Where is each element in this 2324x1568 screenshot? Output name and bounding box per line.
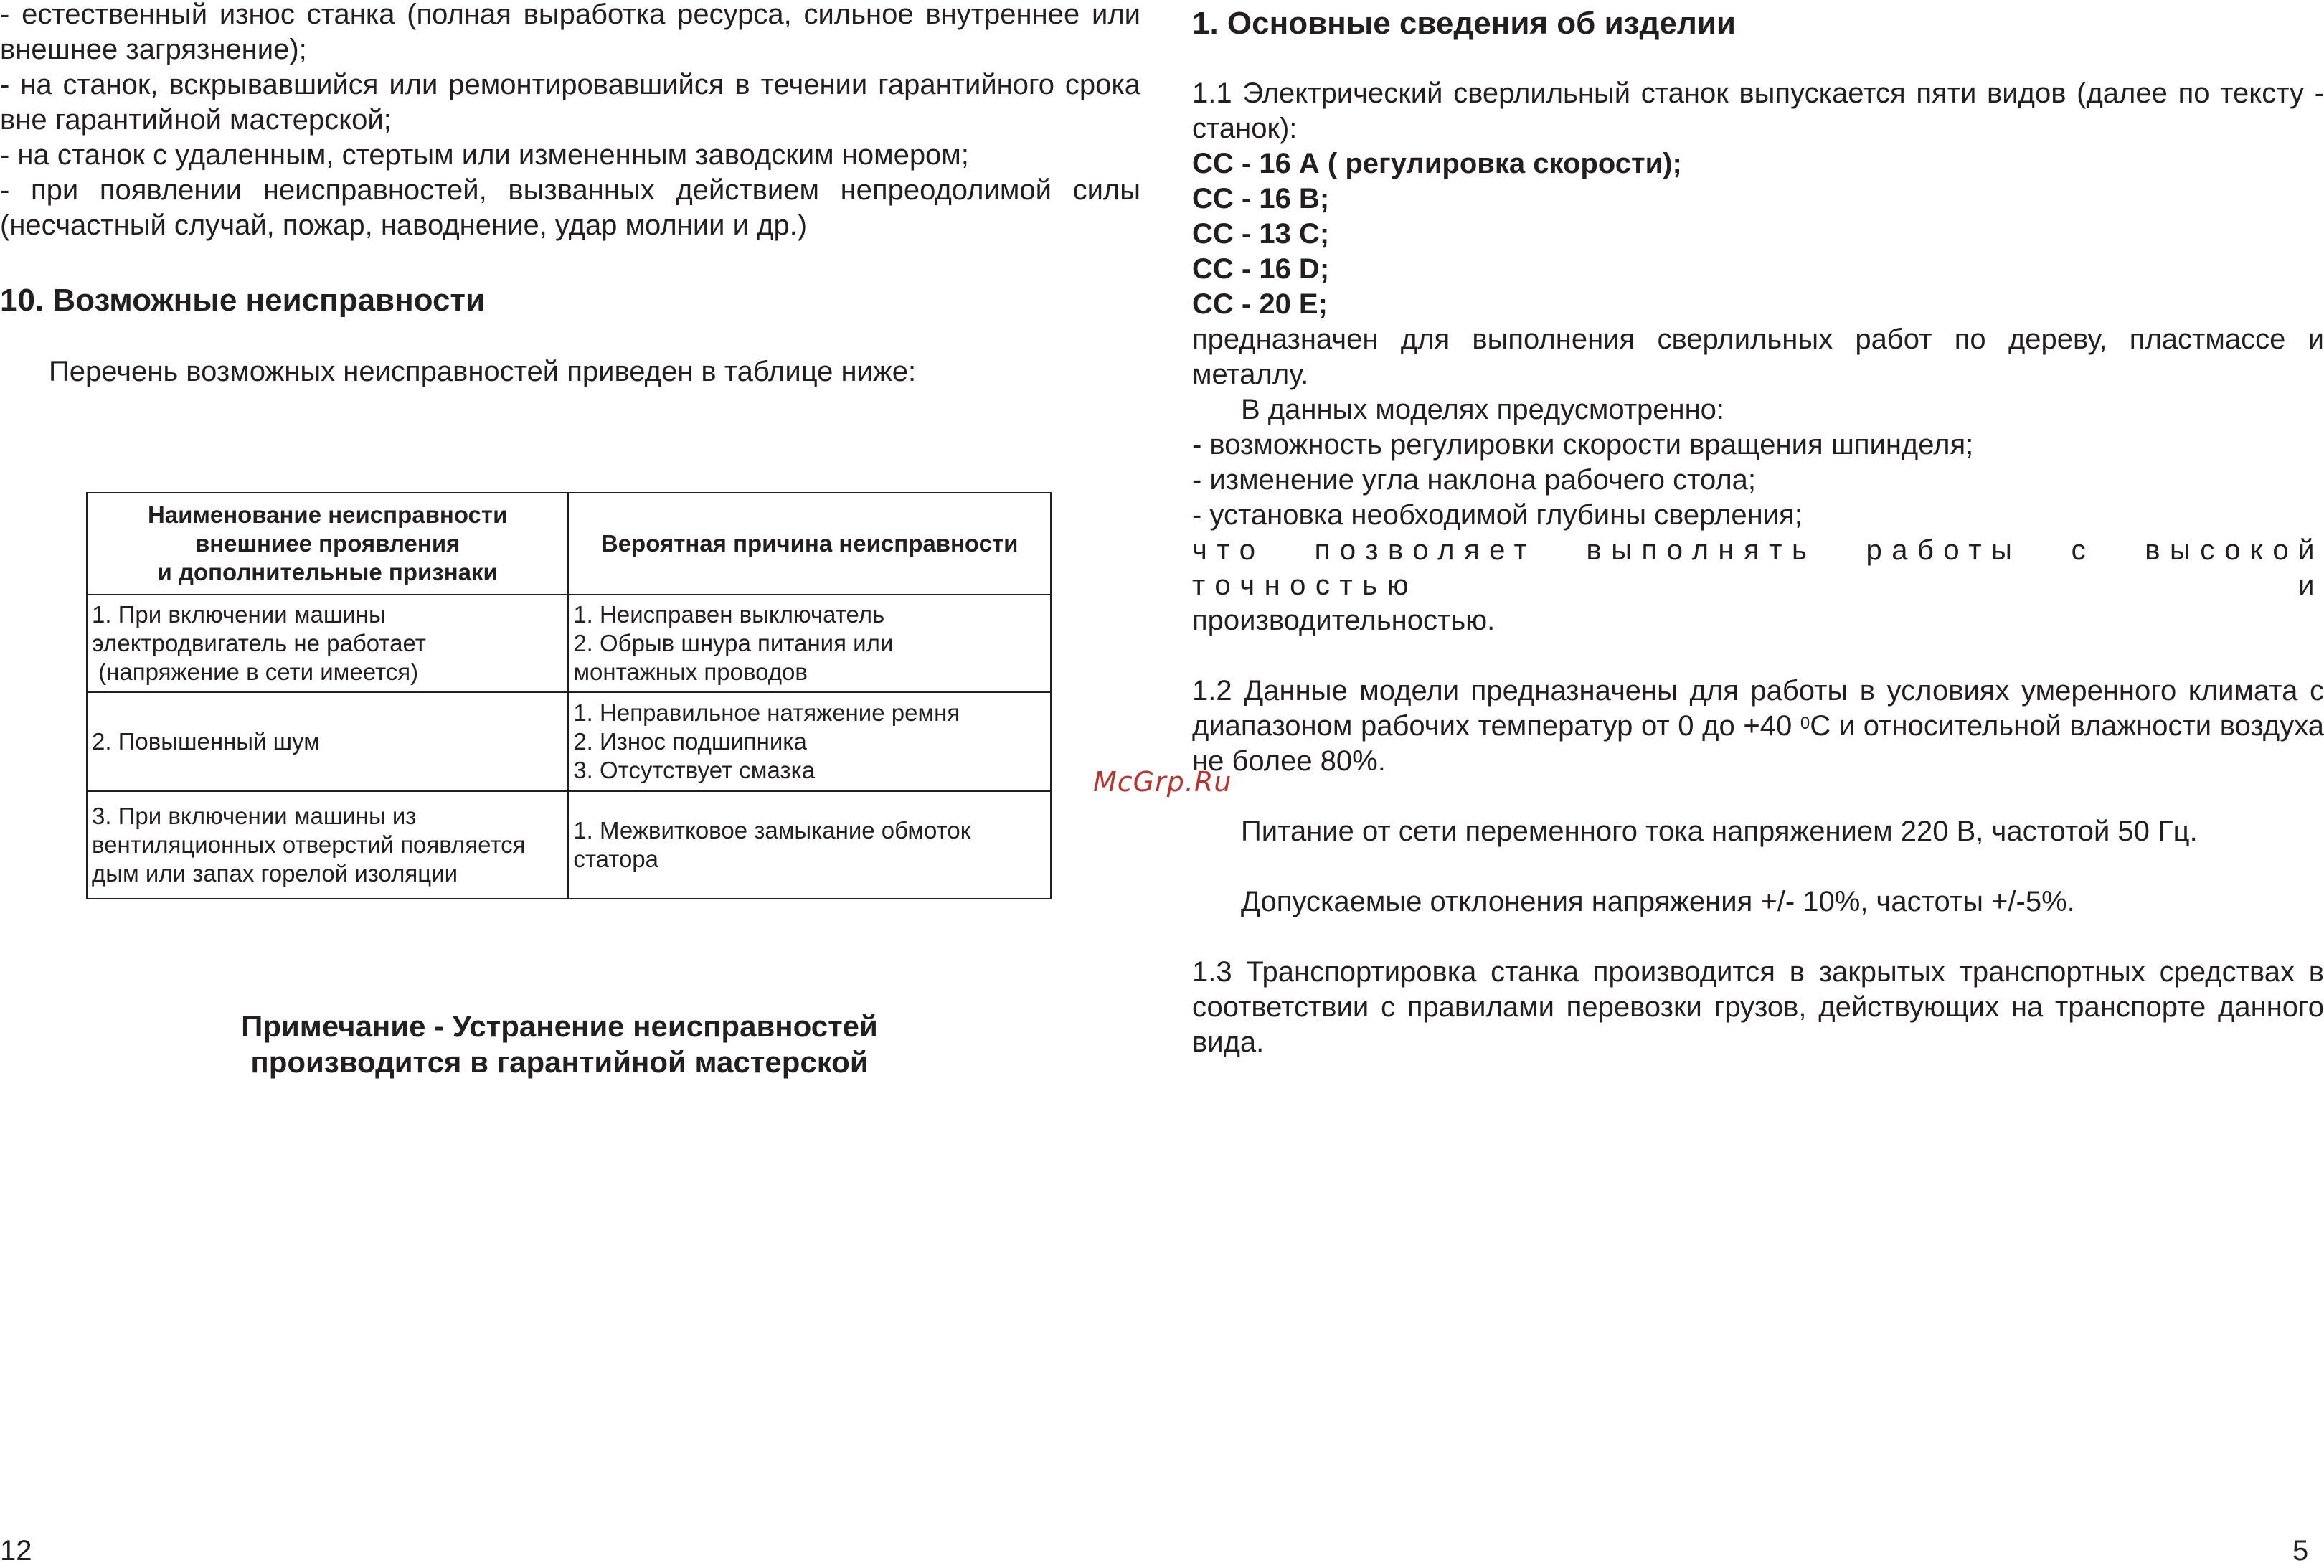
spacer [1192,779,2324,814]
section-title-faults: 10. Возможные неисправности [0,283,486,318]
cell-line: 2. Обрыв шнура питания или [573,630,894,656]
cell-line: (напряжение в сети имеется) [92,658,419,685]
features-conclusion-end: производительностью. [1192,605,1496,636]
exclusion-line: - при появлении неисправностей, вызванных действием непреодолимой силы (несчастный случай, пожар, наводнение, удар молнии и др.) [0,174,1140,241]
exclusion-line: - естественный износ станка (полная выработка ресурса, сильное внутреннее или внешнее загрязнение); [0,0,1140,65]
header-line: внешниее проявления [194,530,460,557]
header-line: Наименование неисправности [147,501,508,528]
p12-part-b: С и относительной влажности воздуха не более 80%. [1192,710,2324,777]
section-title-info: 1. Основные сведения об изделии [1192,6,1736,41]
cell-line: 1. При включении машины [92,601,386,628]
cell-line: 1. Неправильное натяжение ремня [573,699,960,726]
cause-cell [568,692,1051,791]
cell-line: 2. Повышенный шум [92,728,320,755]
faults-table [86,492,1052,899]
features-conclusion: что позволяет выполнять работы с высокой точностью и [1192,534,2324,601]
features-intro: В данных моделях предусмотренно: [1241,394,1725,425]
model-item: СС - 16 А ( регулировка скорости); [1192,148,1682,179]
paragraph-1-2 [1192,674,2324,779]
cell-line: 2. Износ подшипника [573,728,807,755]
table-intro: Перечень возможных неисправностей приведен в таблице ниже: [49,356,917,387]
table-row [87,791,1051,899]
fault-cell [87,692,568,791]
power-supply: Питание от сети переменного тока напряжением 220 В, частотой 50 Гц. [1241,816,2198,847]
model-item: СС - 20 Е; [1192,288,1328,320]
purpose-text: предназначен для выполнения сверлильных работ по дереву, пластмассе и металлу. [1192,323,2324,390]
cell-line: 3. Отсутствует смазка [573,757,816,783]
cell-line: 1. Неисправен выключатель [573,601,885,628]
degree-superscript: 0 [1800,714,1810,733]
fault-cell [87,791,568,899]
cell-line: дым или запах горелой изоляции [92,860,458,887]
cell-line: монтажных проводов [573,658,808,685]
cell-line: статора [573,846,659,872]
tolerance: Допускаемые отклонения напряжения +/- 10%, частоты +/-5%. [1241,886,2075,917]
table-header-cause: Вероятная причина неисправности [568,493,1051,595]
note-line: Примечание - Устранение неисправностей [241,1009,878,1043]
model-item: СС - 13 С; [1192,218,1330,250]
feature-item: - возможность регулировки скорости вращения шпинделя; [1192,429,1974,461]
page-number-right: 5 [2292,1535,2309,1567]
spacer [1192,849,2324,884]
header-line: и дополнительные признаки [157,559,498,585]
table-row [87,692,1051,791]
paragraph-1-3: 1.3 Транспортировка станка производится в закрытых транспортных средствах в соответствии с правилами перевозки грузов, действующих на транспорте данного вида. [1192,956,2324,1058]
table-row [87,595,1051,692]
spacer [1192,638,2324,674]
cause-cell [568,791,1051,899]
spacer [1192,920,2324,955]
exclusion-line: - на станок с удаленным, стертым или измененным заводским номером; [0,139,969,171]
model-item: СС - 16 В; [1192,183,1330,214]
note-line: производится в гарантийной мастерской [250,1045,869,1079]
watermark-logo: McGrp.Ru [1093,766,1232,798]
table-header-fault [87,493,568,595]
cell-line: 3. При включении машины из [92,803,417,829]
paragraph-1-1: 1.1 Электрический сверлильный станок выпускается пяти видов (далее по тексту - станок): [1192,77,2324,144]
cell-line: вентиляционных отверстий появляется [92,831,526,858]
cell-line: 1. Межвитковое замыкание обмоток [573,817,971,844]
p12-part-a: 1.2 Данные модели предназначены для работы в условиях умеренного климата с диапазоном рабочих температур от 0 до +40 [1192,675,2324,742]
feature-item: - изменение угла наклона рабочего стола; [1192,464,1757,496]
cause-cell [568,595,1051,692]
exclusion-line: - на станок, вскрывавшийся или ремонтировавшийся в течении гарантийного срока вне гарантийной мастерской; [0,69,1140,136]
feature-item: - установка необходимой глубины сверления; [1192,499,1803,531]
repair-note [115,1009,1004,1080]
info-body [1192,76,2324,1060]
page-number-left: 12 [0,1535,32,1567]
fault-cell [87,595,568,692]
warranty-exclusions [0,0,1140,243]
model-item: СС - 16 D; [1192,253,1330,285]
cell-line: электродвигатель не работает [92,630,426,656]
